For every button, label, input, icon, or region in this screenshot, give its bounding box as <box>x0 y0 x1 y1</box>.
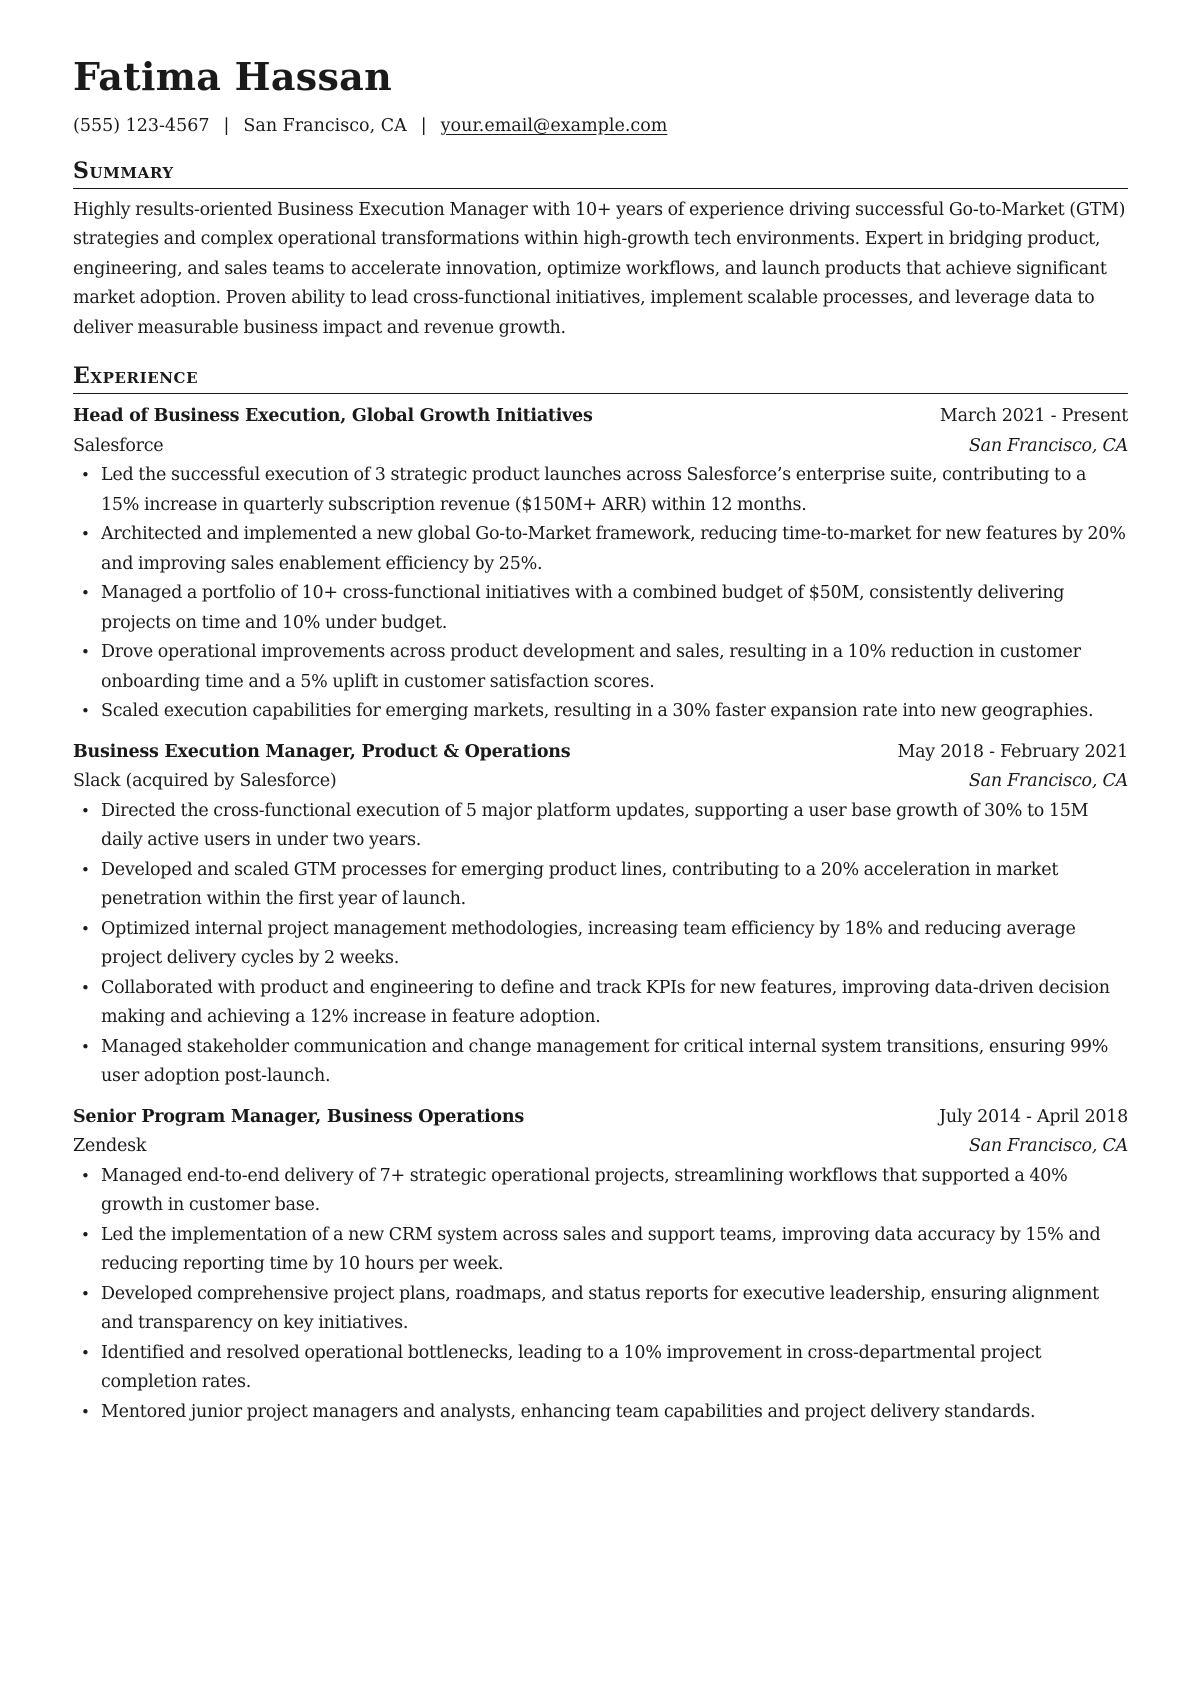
list-item <box>73 638 1128 697</box>
summary-heading: Summary <box>73 160 1128 189</box>
list-item <box>73 915 1128 974</box>
bullet-icon: • <box>81 1037 90 1056</box>
experience-heading: Experience <box>73 365 1128 394</box>
list-item <box>73 461 1128 520</box>
list-item <box>73 797 1128 856</box>
list-item <box>73 1033 1128 1092</box>
bullet-icon: • <box>81 1343 90 1362</box>
bullet-text: Led the implementation of a new CRM system across sales and support teams, improving data accuracy by 15% and reducing reporting time by 10 hours per week. <box>101 1224 1101 1274</box>
job-title: Senior Program Manager, Business Operations <box>73 1106 524 1127</box>
bullet-icon: • <box>81 1225 90 1244</box>
job-bullets <box>73 1162 1128 1428</box>
job-dates: March 2021 - Present <box>939 406 1128 426</box>
list-item <box>73 1162 1128 1221</box>
contact-separator: | <box>420 116 427 136</box>
list-item <box>73 1398 1128 1428</box>
bullet-icon: • <box>81 1284 90 1303</box>
bullet-text: Managed a portfolio of 10+ cross-functional initiatives with a combined budget of $50M, consistently delivering projects on time and 10% under budget. <box>101 583 1065 633</box>
contact-location: San Francisco, CA <box>243 116 407 136</box>
list-item <box>73 1221 1128 1280</box>
bullet-icon: • <box>81 466 90 484</box>
job-dates: May 2018 - February 2021 <box>897 741 1128 762</box>
bullet-text: Managed stakeholder communication and change management for critical internal system transitions, ensuring 99% user adoption post-launch. <box>101 1036 1109 1086</box>
job-entry <box>73 402 1128 727</box>
summary-section <box>73 157 1128 344</box>
list-item <box>73 697 1128 727</box>
contact-separator: | <box>223 116 230 136</box>
job-entry <box>73 1103 1128 1428</box>
contact-line <box>73 118 1128 136</box>
bullet-text: Developed comprehensive project plans, roadmaps, and status reports for executive leadership, ensuring alignment and transparency on key initiatives. <box>101 1283 1099 1333</box>
email-link[interactable]: your.email@example.com <box>440 116 668 136</box>
bullet-icon: • <box>81 1166 90 1185</box>
bullet-icon: • <box>81 525 90 543</box>
job-company-row <box>73 1132 1128 1162</box>
candidate-name: Fatima Hassan <box>73 54 393 99</box>
list-item <box>73 1280 1128 1339</box>
job-bullets <box>73 797 1128 1092</box>
summary-text: Highly results-oriented Business Execution Manager with 10+ years of experience driving successful Go-to-Market (GTM) strategies and complex operational transformations within high-growth tech environments. Expert in bridging product, engineering, and sales teams to accelerate innovation, optimize workflows, and launch products that achieve significant market adoption. Proven ability to lead cross-functional initiatives, implement scalable processes, and leverage data to deliver measurable business impact and revenue growth. <box>73 199 1126 338</box>
resume-page <box>73 54 1128 1427</box>
job-location: San Francisco, CA <box>968 1136 1128 1156</box>
job-company: Slack (acquired by Salesforce) <box>73 771 337 791</box>
job-title: Business Execution Manager, Product & Operations <box>73 741 571 762</box>
job-header-row <box>73 1103 1128 1133</box>
list-item <box>73 1339 1128 1398</box>
job-entry <box>73 738 1128 1092</box>
bullet-icon: • <box>81 584 90 602</box>
bullet-icon: • <box>81 1402 90 1421</box>
bullet-icon: • <box>81 978 90 997</box>
bullet-text: Developed and scaled GTM processes for emerging product lines, contributing to a 20% acceleration in market penetration within the first year of launch. <box>101 859 1059 909</box>
job-location: San Francisco, CA <box>968 435 1128 456</box>
bullet-text: Directed the cross-functional execution of 5 major platform updates, supporting a user base growth of 30% to 15M daily active users in under two years. <box>101 800 1089 850</box>
bullet-text: Scaled execution capabilities for emerging markets, resulting in a 30% faster expansion rate into new geographies. <box>101 701 1094 721</box>
job-header-row <box>73 738 1128 768</box>
bullet-text: Architected and implemented a new global Go-to-Market framework, reducing time-to-market for new features by 20% and improving sales enablement efficiency by 25%. <box>101 524 1126 574</box>
job-company: Salesforce <box>73 435 164 456</box>
job-company-row <box>73 432 1128 462</box>
bullet-icon: • <box>81 860 90 879</box>
bullet-text: Led the successful execution of 3 strategic product launches across Salesforce’s enterprise suite, contributing to a 15% increase in quarterly subscription revenue ($150M+ ARR) within 12 months. <box>101 465 1087 515</box>
job-dates: July 2014 - April 2018 <box>939 1106 1128 1127</box>
job-bullets <box>73 461 1128 727</box>
job-company: Zendesk <box>73 1136 147 1156</box>
job-title: Head of Business Execution, Global Growth Initiatives <box>73 406 593 426</box>
bullet-text: Optimized internal project management methodologies, increasing team efficiency by 18% and reducing average project delivery cycles by 2 weeks. <box>101 918 1076 968</box>
job-header-row <box>73 402 1128 432</box>
list-item <box>73 579 1128 638</box>
job-location: San Francisco, CA <box>968 771 1128 791</box>
list-item <box>73 520 1128 579</box>
experience-section <box>73 365 1128 1427</box>
bullet-icon: • <box>81 702 90 720</box>
bullet-text: Drove operational improvements across product development and sales, resulting in a 10% reduction in customer onboarding time and a 5% uplift in customer satisfaction scores. <box>101 642 1081 692</box>
phone-number: (555) 123-4567 <box>73 116 210 136</box>
bullet-icon: • <box>81 643 90 661</box>
bullet-icon: • <box>81 801 90 820</box>
bullet-text: Collaborated with product and engineering to define and track KPIs for new features, improving data-driven decision making and achieving a 12% increase in feature adoption. <box>101 977 1110 1027</box>
list-item <box>73 974 1128 1033</box>
list-item <box>73 856 1128 915</box>
job-company-row <box>73 767 1128 797</box>
bullet-icon: • <box>81 919 90 938</box>
bullet-text: Mentored junior project managers and analysts, enhancing team capabilities and project delivery standards. <box>101 1401 1036 1422</box>
bullet-text: Identified and resolved operational bottlenecks, leading to a 10% improvement in cross-departmental project completion rates. <box>101 1342 1042 1392</box>
bullet-text: Managed end-to-end delivery of 7+ strategic operational projects, streamlining workflows that supported a 40% growth in customer base. <box>101 1165 1068 1215</box>
